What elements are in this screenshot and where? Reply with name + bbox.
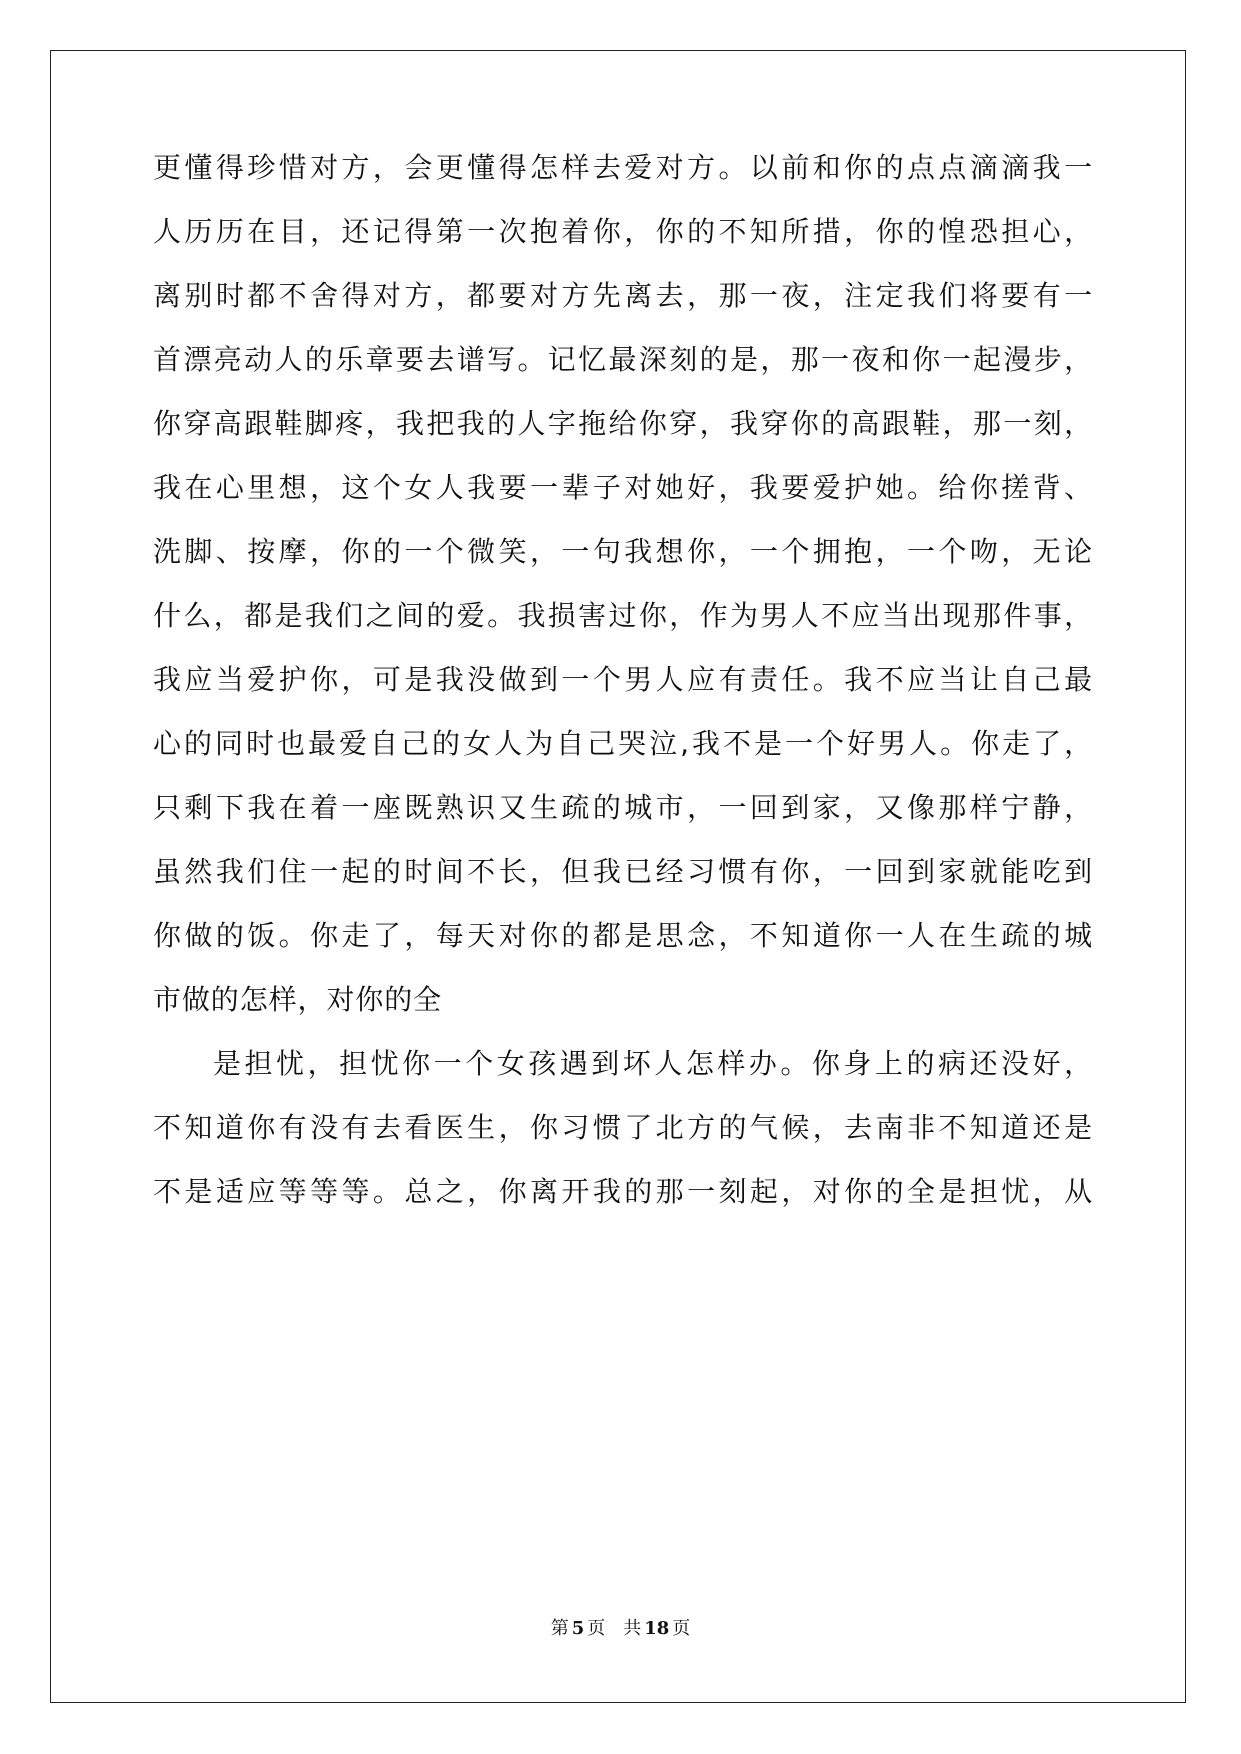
body-text-line: 不知道你有没有去看医生，你习惯了北方的气候，去南非不知道还是	[153, 1111, 1093, 1144]
total-prefix: 共	[623, 1618, 642, 1639]
body-text-line: 虽然我们住一起的时间不长，但我已经习惯有你，一回到家就能吃到	[153, 855, 1093, 888]
body-text-line: 人历历在目，还记得第一次抱着你，你的不知所措，你的惶恐担心，	[153, 215, 1093, 248]
body-text-line: 心的同时也最爱自己的女人为自己哭泣,我不是一个好男人。你走了，	[153, 727, 1093, 760]
paragraph-first-line: 是担忧，担忧你一个女孩遇到坏人怎样办。你身上的病还没好，	[213, 1047, 1093, 1080]
body-text-line: 我在心里想，这个女人我要一辈子对她好，我要爱护她。给你搓背、	[153, 471, 1093, 504]
body-text-line: 更懂得珍惜对方，会更懂得怎样去爱对方。以前和你的点点滴滴我一	[153, 151, 1093, 184]
body-text-line: 市做的怎样，对你的全	[153, 983, 443, 1016]
body-text-line: 不是适应等等等。总之，你离开我的那一刻起，对你的全是担忧，从	[153, 1175, 1093, 1208]
body-text-line: 你做的饭。你走了，每天对你的都是思念，不知道你一人在生疏的城	[153, 919, 1093, 952]
body-text-line: 首漂亮动人的乐章要去谱写。记忆最深刻的是，那一夜和你一起漫步，	[153, 343, 1093, 376]
body-text-line: 洗脚、按摩，你的一个微笑，一句我想你，一个拥抱，一个吻，无论	[153, 535, 1093, 568]
page-footer	[0, 1617, 1241, 1641]
body-text-line: 我应当爱护你，可是我没做到一个男人应有责任。我不应当让自己最	[153, 663, 1093, 696]
body-text-line: 离别时都不舍得对方，都要对方先离去，那一夜，注定我们将要有一	[153, 279, 1093, 312]
page-number: 5	[571, 1618, 585, 1639]
body-text-line: 什么，都是我们之间的爱。我损害过你，作为男人不应当出现那件事，	[153, 599, 1093, 632]
body-text-line: 只剩下我在着一座既熟识又生疏的城市，一回到家，又像那样宁静，	[153, 791, 1093, 824]
total-suffix: 页	[672, 1618, 691, 1639]
page-suffix: 页	[587, 1618, 606, 1639]
body-text-line: 你穿高跟鞋脚疼，我把我的人字拖给你穿，我穿你的高跟鞋，那一刻，	[153, 407, 1093, 440]
page-prefix: 第	[550, 1618, 569, 1639]
total-pages: 18	[644, 1618, 670, 1639]
